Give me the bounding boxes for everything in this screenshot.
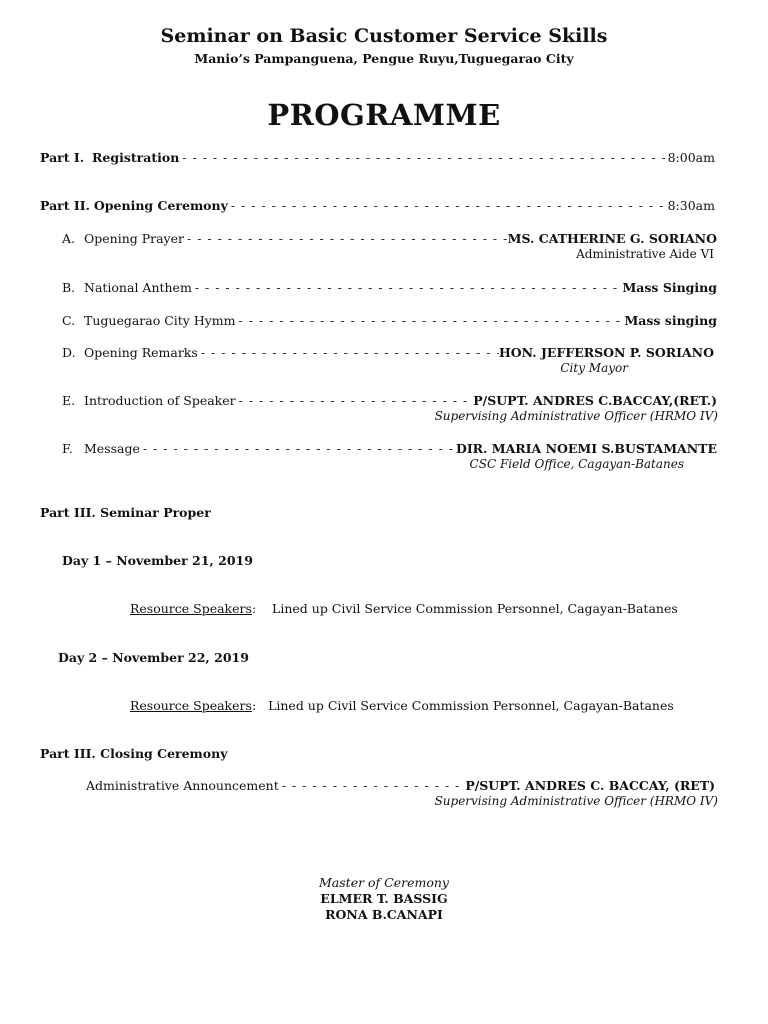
dotted-leader [198,345,499,360]
part2-opening-row [40,198,715,213]
part2-label: Part II. [40,198,90,213]
speakers-value: Lined up Civil Service Commission Personnel, Cagayan-Batanes [272,601,678,616]
day1-heading: Day 1 – November 21, 2019 [62,553,253,568]
item-letter: F. [62,441,73,456]
item-e-row [62,393,717,408]
item-letter: A. [62,231,76,246]
item-d-row [62,345,714,360]
item-person: MS. CATHERINE G. SORIANO [507,231,717,246]
emcee-label: Master of Ceremony [319,875,449,890]
part1-label: Part I. [40,150,85,165]
item-a-role: Administrative Aide VI [576,247,714,261]
dotted-leader [140,441,456,456]
dotted-leader [184,231,508,246]
dotted-leader [236,393,474,408]
part1-name: Registration [92,150,180,165]
venue-subtitle: Manio’s Pampanguena, Pengue Ruyu,Tuguegarao City [194,51,574,66]
part1-time: 8:00am [667,150,715,165]
closing-person: P/SUPT. ANDRES C. BACCAY, (RET) [465,778,715,793]
dotted-leader [228,198,668,213]
closing-role: Supervising Administrative Officer (HRMO IV) [434,794,718,808]
day2-speakers-row: Resource Speakers: Lined up Civil Service Commission Personnel, Cagayan-Batanes [130,698,674,713]
item-d-role: City Mayor [560,361,628,375]
item-letter: D. [62,345,76,360]
item-name: Introduction of Speaker [84,393,236,408]
item-a-row [62,231,717,246]
item-name: National Anthem [84,280,192,295]
item-name: Opening Prayer [84,231,184,246]
item-person: Mass Singing [622,280,717,295]
day2-heading: Day 2 – November 22, 2019 [58,650,249,665]
part1-registration-row [40,150,715,165]
dotted-leader [192,280,623,295]
item-c-row [62,313,717,328]
item-person: Mass singing [624,313,717,328]
part2-time: 8:30am [667,198,715,213]
speakers-label: Resource Speakers [130,698,252,713]
emcee-name-2: RONA B.CANAPI [325,907,443,922]
item-f-row [62,441,717,456]
item-b-row [62,280,717,295]
item-person: DIR. MARIA NOEMI S.BUSTAMANTE [455,441,717,456]
seminar-title: Seminar on Basic Customer Service Skills [160,25,608,47]
closing-item-row [86,778,715,793]
item-name: Tuguegarao City Hymm [84,313,236,328]
speakers-value: Lined up Civil Service Commission Personnel, Cagayan-Batanes [268,698,674,713]
item-e-role: Supervising Administrative Officer (HRMO IV) [434,409,718,423]
programme-heading: PROGRAMME [267,98,501,132]
speakers-label: Resource Speakers [130,601,252,616]
day1-speakers-row: Resource Speakers: Lined up Civil Service Commission Personnel, Cagayan-Batanes [130,601,678,616]
closing-item-name: Administrative Announcement [86,778,279,793]
item-person: HON. JEFFERSON P. SORIANO [498,345,714,360]
closing-heading: Part III. Closing Ceremony [40,746,228,761]
emcee-name-1: ELMER T. BASSIG [320,891,448,906]
dotted-leader [179,150,667,165]
item-letter: B. [62,280,76,295]
dotted-leader [279,778,466,793]
part2-name: Opening Ceremony [93,198,228,213]
part3-heading: Part III. Seminar Proper [40,505,211,520]
item-name: Opening Remarks [84,345,198,360]
dotted-leader [236,313,625,328]
item-person: P/SUPT. ANDRES C.BACCAY,(RET.) [473,393,717,408]
item-letter: C. [62,313,76,328]
item-name: Message [84,441,140,456]
item-f-role: CSC Field Office, Cagayan-Batanes [469,457,684,471]
item-letter: E. [62,393,76,408]
